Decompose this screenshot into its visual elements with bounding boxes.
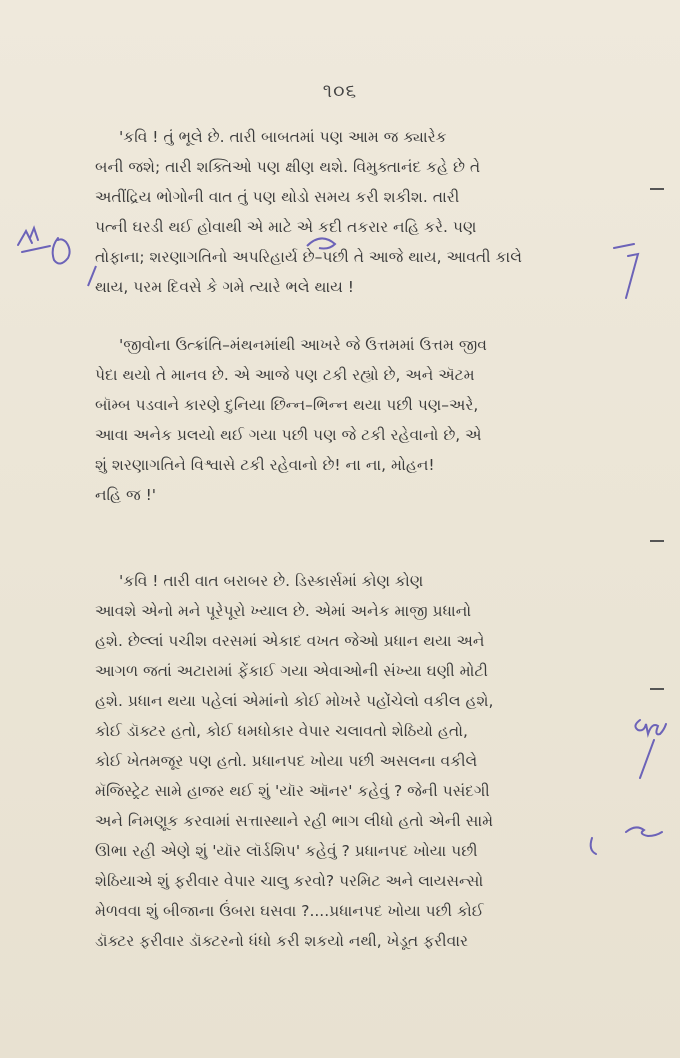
paragraph-line: બની જશે; તારી શક્તિઓ પણ ક્ષીણ થશે. વિમુક્તાનંદ કહે છે તે [95, 158, 481, 176]
right-bracket-mark [614, 244, 638, 298]
paragraph-line: થાય, પરમ દિવસે કે ગમે ત્યારે ભલે થાય ! [95, 278, 355, 296]
paragraph-line: પત્ની ઘરડી થઈ હોવાથી એ માટે એ કદી તકરાર નહિ કરે. પણ [95, 218, 477, 236]
paragraph-line: ઊભા રહી એણે શું 'યૉર લૉર્ડશિપ' કહેવું ? પ્રધાનપદ ખોયા પછી [95, 842, 478, 860]
paragraph-line: નહિ જ !' [95, 486, 157, 504]
paragraph-line: કોઈ ખેતમજૂર પણ હતો. પ્રધાનપદ ખોયા પછી અસલના વકીલે [95, 752, 478, 770]
page-number: ૧૦૬ [322, 80, 358, 102]
paragraph-line: 'જીવોના ઉત્ક્રાંતિ–મંથનમાંથી આખરે જે ઉત્તમમાં ઉત્તમ જીવ [119, 336, 487, 354]
paragraph-line: મૅજિસ્ટ્રેટ સામે હાજર થઈ શું 'યૉર ઑનર' કહેવું ? જેની પસંદગી [95, 782, 490, 800]
paragraph-line: આવા અનેક પ્રલયો થઈ ગયા પછી પણ જે ટકી રહેવાનો છે, એ [95, 426, 482, 444]
paragraph-line: હશે. પ્રધાન થયા પહેલાં એમાંનો કોઈ મોખરે પહોંચેલો વકીલ હશે, [95, 692, 494, 710]
right-margin-mark-2 [591, 720, 666, 854]
paragraph-line: તોફાના; શરણાગતિનો અપરિહાર્ય છે–પછી તે આજે થાય, આવતી કાલે [95, 248, 522, 266]
paragraph-line: આગળ જતાં અટારામાં ફેંકાઈ ગયા એવાઓની સંખ્યા ઘણી મોટી [95, 662, 488, 680]
paragraph-line: 'કવિ ! તારી વાત બરાબર છે. ડિસ્કાર્સમાં કોણ કોણ [119, 572, 424, 590]
paragraph-line: અને નિમણૂક કરવામાં સત્તાસ્થાને રહી ભાગ લીધો હતો એની સામે [95, 812, 494, 830]
paragraph-line: આવશે એનો મને પૂરેપૂરો ખ્યાલ છે. એમાં અનેક માજી પ્રધાનો [95, 602, 472, 620]
paragraph-line: 'કવિ ! તું ભૂલે છે. તારી બાબતમાં પણ આમ જ ક્યારેક [119, 128, 447, 146]
paragraph-line: હશે. છેલ્લાં પચીશ વરસમાં એકાદ વખત જેઓ પ્રધાન થયા અને [95, 632, 485, 650]
paragraph-line: બૉમ્બ પડવાને કારણે દુનિયા છિન્ન–ભિન્ન થયા પછી પણ–અરે, [95, 396, 479, 414]
edge-dash [650, 188, 664, 190]
paragraph-2 [95, 330, 595, 510]
paragraph-line: શું શરણાગતિને વિશ્વાસે ટકી રહેવાનો છે! ના ના, મોહન! [95, 456, 435, 474]
paragraph-line: પેદા થયો તે માનવ છે. એ આજે પણ ટકી રહ્યો છે, અને ઍટમ [95, 366, 475, 384]
paragraph-line: કોઈ ડૉક્ટર હતો, કોઈ ધમધોકાર વેપાર ચલાવતો શેઠિયો હતો, [95, 722, 468, 740]
paragraph-1 [95, 122, 595, 302]
paragraph-line: ડૉક્ટર ફરીવાર ડૉક્ટરનો ધંધો કરી શકયો નથી, ખેડૂત ફરીવાર [95, 932, 469, 950]
edge-dash [650, 540, 664, 542]
paragraph-3 [95, 566, 595, 956]
paragraph-line: અતીંદ્રિય ભોગોની વાત તું પણ થોડો સમય કરી શકીશ. તારી [95, 188, 460, 206]
left-margin-mark [18, 228, 70, 264]
paragraph-line: શેઠિયાએ શું ફરીવાર વેપાર ચાલુ કરવો? પરમિટ અને લાયસન્સો [95, 872, 484, 890]
edge-dash [650, 688, 664, 690]
paragraph-line: મેળવવા શું બીજાના ઉંબરા ઘસવા ?....પ્રધાનપદ ખોયા પછી કોઈ [95, 902, 484, 920]
